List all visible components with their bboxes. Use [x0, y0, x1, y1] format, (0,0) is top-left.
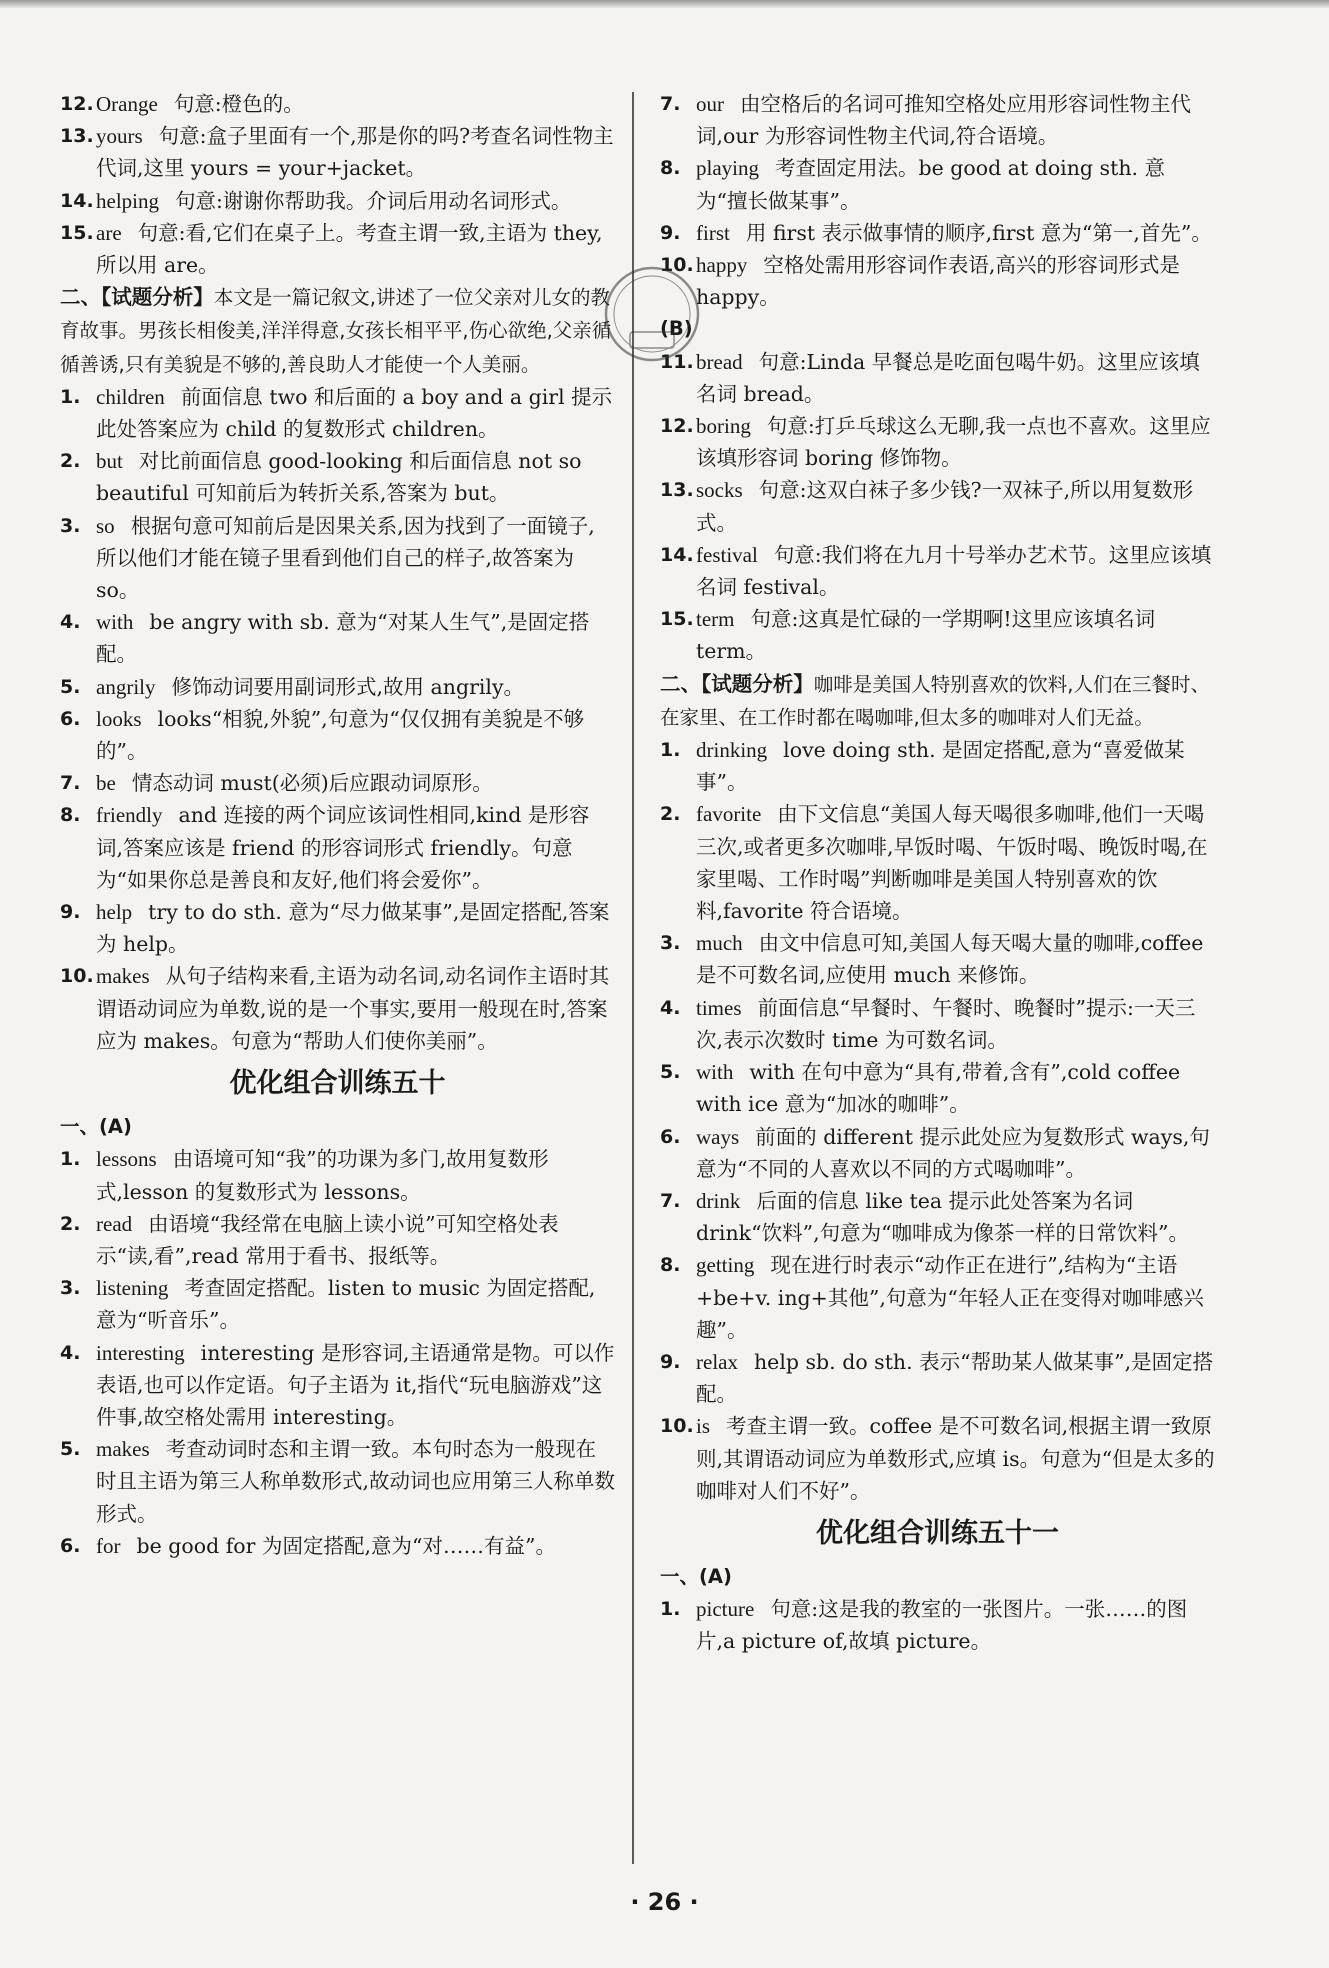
item-answer: friendly: [96, 803, 163, 828]
item-answer: makes: [96, 964, 150, 989]
item-explanation: 现在进行时表示“动作正在进行”,结构为“主语+be+v. ing+其他”,句意为“年轻人正在变得对咖啡感兴趣”。: [696, 1253, 1204, 1342]
section-label: 二、【试题分析】: [60, 285, 214, 310]
item-answer: Orange: [96, 92, 158, 116]
answer-item: [660, 217, 1215, 249]
item-answer: so: [96, 513, 115, 538]
item-number: 9.: [660, 221, 681, 244]
item-number: 6.: [60, 707, 81, 730]
answer-item: [60, 703, 615, 767]
item-explanation: 由文中信息可知,美国人每天喝大量的咖啡,coffee 是不可数名词,应使用 much 来修饰。: [696, 931, 1204, 988]
item-explanation: be angry with sb. 意为“对某人生气”,是固定搭配。: [96, 610, 590, 667]
item-answer: favorite: [696, 802, 762, 827]
answer-item: [660, 1249, 1215, 1346]
item-number: 10.: [660, 254, 694, 277]
item-number: 8.: [660, 157, 681, 180]
item-answer: getting: [696, 1253, 755, 1278]
answer-item: [60, 217, 615, 281]
answer-item: [60, 1433, 615, 1530]
answer-item: [660, 734, 1215, 798]
item-explanation: 句意:谢谢你帮助我。介词后用动名词形式。: [175, 188, 572, 213]
item-answer: first: [696, 220, 730, 245]
item-answer: help: [96, 900, 133, 925]
item-answer: helping: [96, 188, 159, 213]
item-explanation: 句意:打乒乓球这么无聊,我一点也不喜欢。这里应该填形容词 boring 修饰物。: [696, 414, 1211, 471]
answer-item: [660, 1185, 1215, 1249]
item-explanation: help sb. do sth. 表示“帮助某人做某事”,是固定搭配。: [696, 1349, 1214, 1407]
answer-item: [60, 1208, 615, 1272]
item-answer: much: [696, 931, 743, 956]
exercise-heading: 优化组合训练五十一: [816, 1517, 1059, 1549]
answer-item: [660, 1593, 1215, 1657]
item-answer: with: [696, 1060, 734, 1085]
part-label: 一、(A): [660, 1564, 732, 1588]
item-explanation: 从句子结构来看,主语为动名词,动名词作主语时其谓语动词应为单数,说的是一个事实,要用一般现在时,答案应为 makes。句意为“帮助人们使你美丽”。: [96, 964, 610, 1053]
item-explanation: 考查主谓一致。coffee 是不可数名词,根据主谓一致原则,其谓语动词应为单数形式,应填 is。句意为“但是太多的咖啡对人们不好”。: [696, 1414, 1215, 1503]
item-number: 1.: [660, 739, 681, 762]
item-answer: children: [96, 384, 165, 409]
item-answer: be: [96, 771, 116, 796]
item-explanation: looks“相貌,外貌”,句意为“仅仅拥有美貌是不够的”。: [96, 706, 585, 764]
part-label: 一、(A): [60, 1115, 132, 1139]
item-explanation: 前面信息 two 和后面的 a boy and a girl 提示此处答案应为 child 的复数形式 children。: [96, 384, 613, 442]
item-number: 4.: [660, 996, 681, 1019]
item-explanation: 由语境“我经常在电脑上读小说”可知空格处表示“读,看”,read 常用于看书、报纸等。: [96, 1211, 559, 1268]
item-number: 2.: [660, 803, 681, 826]
item-answer: listening: [96, 1276, 169, 1301]
answer-item: [660, 1121, 1215, 1185]
item-number: 7.: [60, 772, 81, 795]
item-explanation: love doing sth. 是固定搭配,意为“喜爱做某事”。: [696, 738, 1185, 795]
item-answer: are: [96, 220, 122, 245]
item-explanation: with 在句中意为“具有,带着,含有”,cold coffee with ice 意为“加冰的咖啡”。: [696, 1060, 1181, 1117]
item-number: 8.: [660, 1254, 681, 1277]
answer-item: [60, 88, 615, 120]
left-items-b: [60, 381, 615, 1057]
item-answer: playing: [696, 156, 759, 181]
answer-item: [60, 381, 615, 445]
answer-item: [660, 992, 1215, 1056]
answer-item: [660, 249, 1215, 313]
item-explanation: and 连接的两个词应该词性相同,kind 是形容词,答案应该是 friend 的形容词形式 friendly。句意为“如果你总是善良和友好,他们将会爱你”。: [96, 803, 590, 892]
item-answer: drink: [696, 1188, 741, 1213]
item-answer: drinking: [696, 738, 768, 763]
item-number: 1.: [60, 1148, 81, 1171]
item-number: 2.: [60, 1212, 81, 1235]
item-explanation: 对比前面信息 good-looking 和后面信息 not so beautiful 可知前后为转折关系,答案为 but。: [96, 449, 582, 506]
item-number: 13.: [660, 479, 694, 502]
answer-item: [60, 185, 615, 217]
item-explanation: 句意:这双白袜子多少钱?一双袜子,所以用复数形式。: [696, 478, 1194, 535]
item-number: 6.: [660, 1125, 681, 1148]
item-answer: socks: [696, 478, 743, 503]
item-explanation: try to do sth. 意为“尽力做某事”,是固定搭配,答案为 help。: [96, 900, 610, 957]
item-number: 1.: [60, 385, 81, 408]
item-explanation: 由空格后的名词可推知空格处应用形容词性物主代词,our 为形容词性物主代词,符合语境。: [696, 92, 1191, 149]
section-analysis: [660, 668, 1215, 734]
answer-item: [660, 798, 1215, 927]
item-answer: angrily: [96, 674, 156, 699]
answer-item: [60, 606, 615, 670]
answer-item: [660, 1410, 1215, 1507]
section-summary: 本文是一篇记叙文,讲述了一位父亲对儿女的教育故事。男孩长相俊美,洋洋得意,女孩长相平平,伤心欲绝,父亲循循善诱,只有美貌是不够的,善良助人才能使一个人美丽。: [60, 286, 612, 376]
item-explanation: 句意:盒子里面有一个,那是你的吗?考查名词性物主代词,这里 yours = your+jacket。: [96, 124, 614, 181]
item-number: 4.: [60, 611, 81, 634]
answer-item: [60, 1530, 615, 1562]
item-answer: for: [96, 1533, 121, 1558]
item-answer: term: [696, 607, 735, 632]
item-answer: lessons: [96, 1147, 157, 1172]
item-number: 5.: [60, 675, 81, 698]
item-answer: festival: [696, 542, 758, 567]
item-number: 8.: [60, 804, 81, 827]
answer-item: [660, 603, 1215, 667]
part-b-label: (B): [660, 317, 693, 341]
item-explanation: 句意:看,它们在桌子上。考查主谓一致,主语为 they,所以用 are。: [96, 220, 603, 278]
page-number: · 26 ·: [630, 1888, 699, 1916]
answer-item: [660, 1346, 1215, 1410]
item-number: 12.: [60, 93, 94, 115]
item-explanation: 前面信息“早餐时、午餐时、晚餐时”提示:一天三次,表示次数时 time 为可数名词。: [696, 995, 1196, 1052]
item-explanation: 由语境可知“我”的功课为多门,故用复数形式,lesson 的复数形式为 lessons。: [96, 1147, 549, 1204]
answer-item: [60, 1272, 615, 1336]
answer-item: [660, 1056, 1215, 1120]
item-explanation: 句意:我们将在九月十号举办艺术节。这里应该填名词 festival。: [696, 542, 1212, 600]
item-answer: interesting: [96, 1340, 185, 1365]
item-explanation: 句意:Linda 早餐总是吃面包喝牛奶。这里应该填名词 bread。: [696, 349, 1200, 406]
stamp-logo-icon: [600, 262, 704, 366]
item-answer: times: [696, 995, 742, 1020]
item-number: 14.: [660, 543, 694, 566]
item-explanation: 后面的信息 like tea 提示此处答案为名词 drink“饮料”,句意为“咖啡成为像茶一样的日常饮料”。: [696, 1188, 1190, 1246]
item-answer: bread: [696, 349, 743, 374]
section-analysis: [60, 281, 615, 381]
item-number: 7.: [660, 93, 681, 115]
item-number: 6.: [60, 1534, 81, 1557]
item-number: 3.: [60, 514, 81, 537]
right-items-c: [660, 734, 1215, 1507]
item-number: 15.: [660, 608, 694, 631]
section-summary: 咖啡是美国人特别喜欢的饮料,人们在三餐时、在家里、在工作时都在喝咖啡,但太多的咖啡对人们无益。: [660, 672, 1210, 729]
item-number: 10.: [60, 965, 94, 988]
item-explanation: 句意:这是我的教室的一张图片。一张……的图片,a picture of,故填 picture。: [696, 1597, 1188, 1654]
answer-item: [660, 88, 1215, 152]
answer-item: [60, 1143, 615, 1207]
item-explanation: 句意:橙色的。: [173, 92, 304, 116]
scan-edge: [0, 0, 1329, 8]
left-items-a: [60, 88, 615, 281]
item-number: 9.: [60, 901, 81, 924]
answer-item: [60, 799, 615, 896]
item-number: 12.: [660, 415, 694, 438]
item-explanation: 考查固定搭配。listen to music 为固定搭配,意为“听音乐”。: [96, 1276, 596, 1333]
item-answer: read: [96, 1211, 133, 1236]
right-column: [660, 88, 1215, 1658]
item-number: 3.: [660, 932, 681, 955]
item-number: 5.: [60, 1438, 81, 1461]
item-explanation: 考查动词时态和主谓一致。本句时态为一般现在时且主语为第三人称单数形式,故动词也应用第三人称单数形式。: [96, 1437, 616, 1526]
item-number: 5.: [660, 1061, 681, 1084]
item-explanation: 句意:这真是忙碌的一学期啊!这里应该填名词 term。: [696, 607, 1156, 664]
item-answer: is: [696, 1414, 711, 1439]
item-answer: makes: [96, 1437, 150, 1462]
item-answer: with: [96, 610, 134, 635]
answer-item: [60, 896, 615, 960]
item-answer: relax: [696, 1349, 738, 1374]
left-column: [60, 88, 615, 1562]
section-label: 二、【试题分析】: [660, 671, 814, 696]
item-answer: boring: [696, 414, 751, 439]
right-items-a: [660, 88, 1215, 313]
answer-item: [660, 474, 1215, 538]
answer-item: [60, 1337, 615, 1434]
item-answer: yours: [96, 124, 143, 149]
item-answer: happy: [696, 253, 748, 278]
answer-item: [60, 960, 615, 1057]
answer-item: [60, 445, 615, 509]
item-answer: but: [96, 449, 123, 474]
item-number: 9.: [660, 1350, 681, 1373]
right-items-d: [660, 1593, 1215, 1657]
item-number: 10.: [660, 1415, 694, 1438]
item-answer: picture: [696, 1597, 755, 1622]
item-answer: our: [696, 92, 724, 116]
answer-item: [660, 152, 1215, 216]
answer-item: [60, 510, 615, 607]
exercise-heading: 优化组合训练五十: [229, 1068, 446, 1100]
answer-item: [60, 767, 615, 799]
item-number: 15.: [60, 221, 94, 244]
item-number: 14.: [60, 189, 94, 212]
answer-item: [660, 410, 1215, 474]
left-items-c: [60, 1143, 615, 1562]
answer-item: [60, 671, 615, 703]
item-number: 7.: [660, 1189, 681, 1212]
item-explanation: 前面的 different 提示此处应为复数形式 ways,句意为“不同的人喜欢以不同的方式喝咖啡”。: [696, 1124, 1210, 1181]
item-number: 3.: [60, 1277, 81, 1300]
item-explanation: 考查固定用法。be good at doing sth. 意为“擅长做某事”。: [696, 156, 1166, 213]
item-explanation: interesting 是形容词,主语通常是物。可以作表语,也可以作定语。句子主语为 it,指代“玩电脑游戏”这件事,故空格处需用 interesting。: [96, 1340, 615, 1429]
item-answer: ways: [696, 1124, 740, 1149]
item-explanation: 修饰动词要用副词形式,故用 angrily。: [171, 674, 525, 699]
item-explanation: 根据句意可知前后是因果关系,因为找到了一面镜子,所以他们才能在镜子里看到他们自己的样子,故答案为 so。: [96, 513, 595, 603]
item-explanation: 由下文信息“美国人每天喝很多咖啡,他们一天喝三次,或者更多次咖啡,早饭时喝、午饭时喝、晚饭时喝,在家里喝、工作时喝”判断咖啡是美国人特别喜欢的饮料,favorite 符合语境。: [696, 802, 1208, 924]
answer-item: [60, 120, 615, 184]
item-number: 11.: [660, 350, 694, 373]
item-explanation: 情态动词 must(必须)后应跟动词原形。: [131, 771, 493, 796]
answer-item: [660, 539, 1215, 603]
item-number: 1.: [660, 1598, 681, 1621]
answer-item: [660, 927, 1215, 991]
item-number: 13.: [60, 125, 94, 148]
item-answer: looks: [96, 706, 142, 731]
item-explanation: 用 first 表示做事情的顺序,first 意为“第一,首先”。: [745, 220, 1212, 245]
answer-item: [660, 346, 1215, 410]
item-explanation: 空格处需用形容词作表语,高兴的形容词形式是 happy。: [696, 253, 1180, 310]
item-explanation: be good for 为固定搭配,意为“对……有益”。: [136, 1533, 556, 1558]
item-number: 2.: [60, 450, 81, 473]
item-number: 4.: [60, 1341, 81, 1364]
right-items-b: [660, 346, 1215, 668]
